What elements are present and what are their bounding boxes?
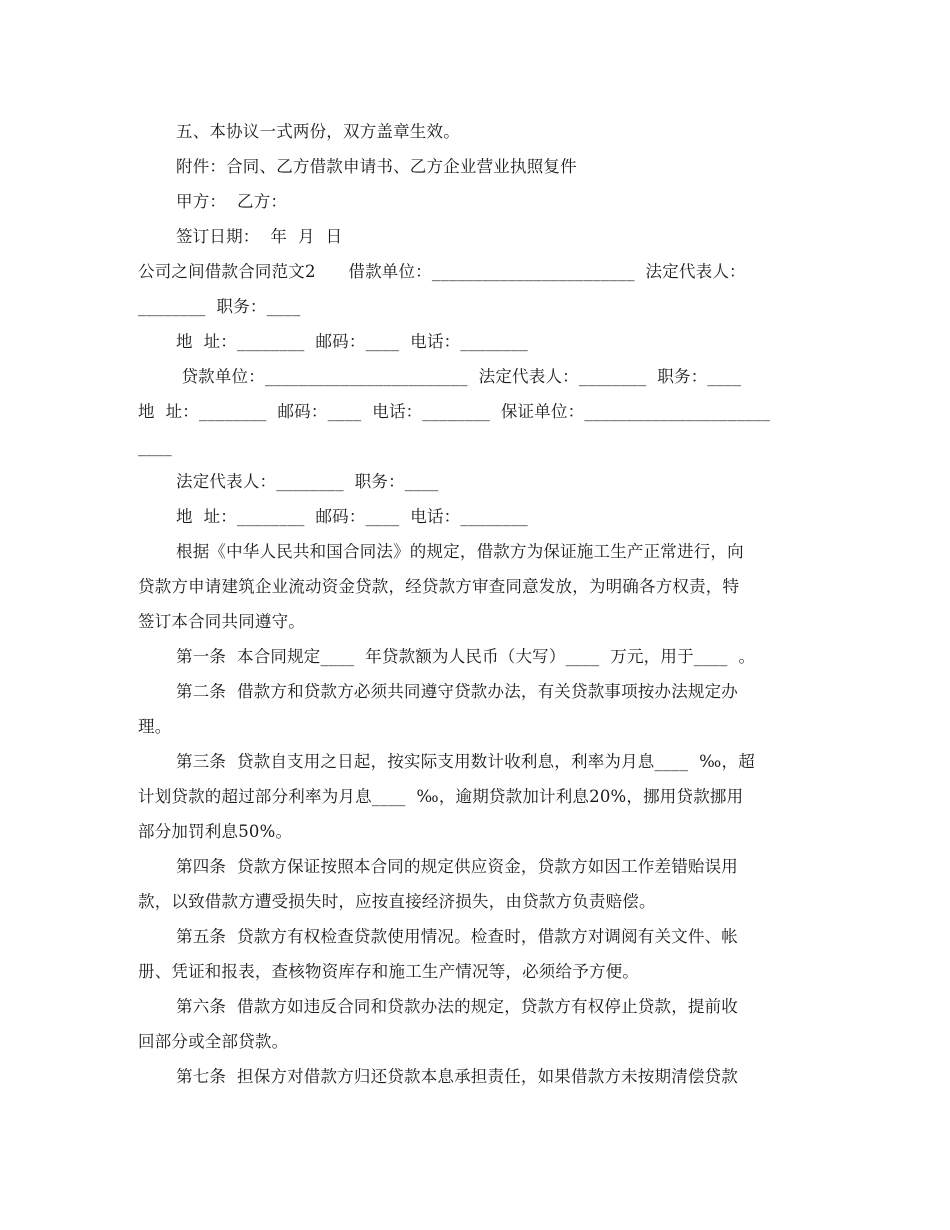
lender-line: 贷款单位：________________________ 法定代表人：________ 职务：____ [176, 367, 742, 386]
article-two-line-1: 第二条 借款方和贷款方必须共同遵守贷款办法，有关贷款事项按办法规定办 [176, 682, 738, 701]
article-seven-line-1: 第七条 担保方对借款方归还贷款本息承担责任，如果借款方未按期清偿贷款 [176, 1067, 738, 1086]
article-three-line-2: 计划贷款的超过部分利率为月息____ ‰，逾期贷款加计利息20%，挪用贷款挪用 [138, 787, 744, 806]
guarantor-address-line: 地 址：________ 邮码：____ 电话：________ [176, 507, 528, 526]
preamble-line-1: 根据《中华人民共和国合同法》的规定，借款方为保证施工生产正常进行，向 [176, 542, 744, 561]
lender-address-guarantor-line: 地 址：________ 邮码：____ 电话：________ 保证单位：______________________ [138, 402, 771, 421]
article-four-line-1: 第四条 贷款方保证按照本合同的规定供应资金，贷款方如因工作差错贻误用 [176, 857, 738, 876]
guarantor-continuation-line: ____ [138, 437, 172, 456]
contract-heading-borrower-line: 公司之间借款合同范文2 借款单位：________________________ 法定代表人： [138, 262, 746, 281]
article-five-line-2: 册、凭证和报表，查核物资库存和施工生产情况等，必须给予方便。 [138, 962, 639, 981]
parties-line: 甲方： 乙方： [176, 192, 288, 211]
clause-five: 五、本协议一式两份，双方盖章生效。 [176, 122, 460, 141]
document-page [138, 114, 812, 1094]
article-six-line-2: 回部分或全部贷款。 [138, 1032, 289, 1051]
preamble-line-2: 贷款方申请建筑企业流动资金贷款，经贷款方审查同意发放，为明确各方权责，特 [138, 577, 740, 596]
preamble-line-3: 签订本合同共同遵守。 [138, 612, 305, 631]
attachments-line: 附件：合同、乙方借款申请书、乙方企业营业执照复件 [176, 157, 577, 176]
article-two-line-2: 理。 [138, 717, 172, 736]
article-three-line-3: 部分加罚利息50%。 [138, 822, 293, 841]
borrower-address-line: 地 址：________ 邮码：____ 电话：________ [176, 332, 528, 351]
signing-date-line: 签订日期： 年 月 日 [176, 227, 343, 246]
article-four-line-2: 款，以致借款方遭受损失时，应按直接经济损失，由贷款方负责赔偿。 [138, 892, 656, 911]
borrower-position-line: ________ 职务：____ [138, 297, 301, 316]
article-three-line-1: 第三条 贷款自支用之日起，按实际支用数计收利息，利率为月息____ ‰，超 [176, 752, 755, 771]
article-one: 第一条 本合同规定____ 年贷款额为人民币（大写）____ 万元，用于____ 。 [176, 647, 756, 666]
article-six-line-1: 第六条 借款方如违反合同和贷款办法的规定，贷款方有权停止贷款，提前收 [176, 997, 738, 1016]
guarantor-representative-line: 法定代表人：________ 职务：____ [176, 472, 439, 491]
article-five-line-1: 第五条 贷款方有权检查贷款使用情况。检查时，借款方对调阅有关文件、帐 [176, 927, 738, 946]
